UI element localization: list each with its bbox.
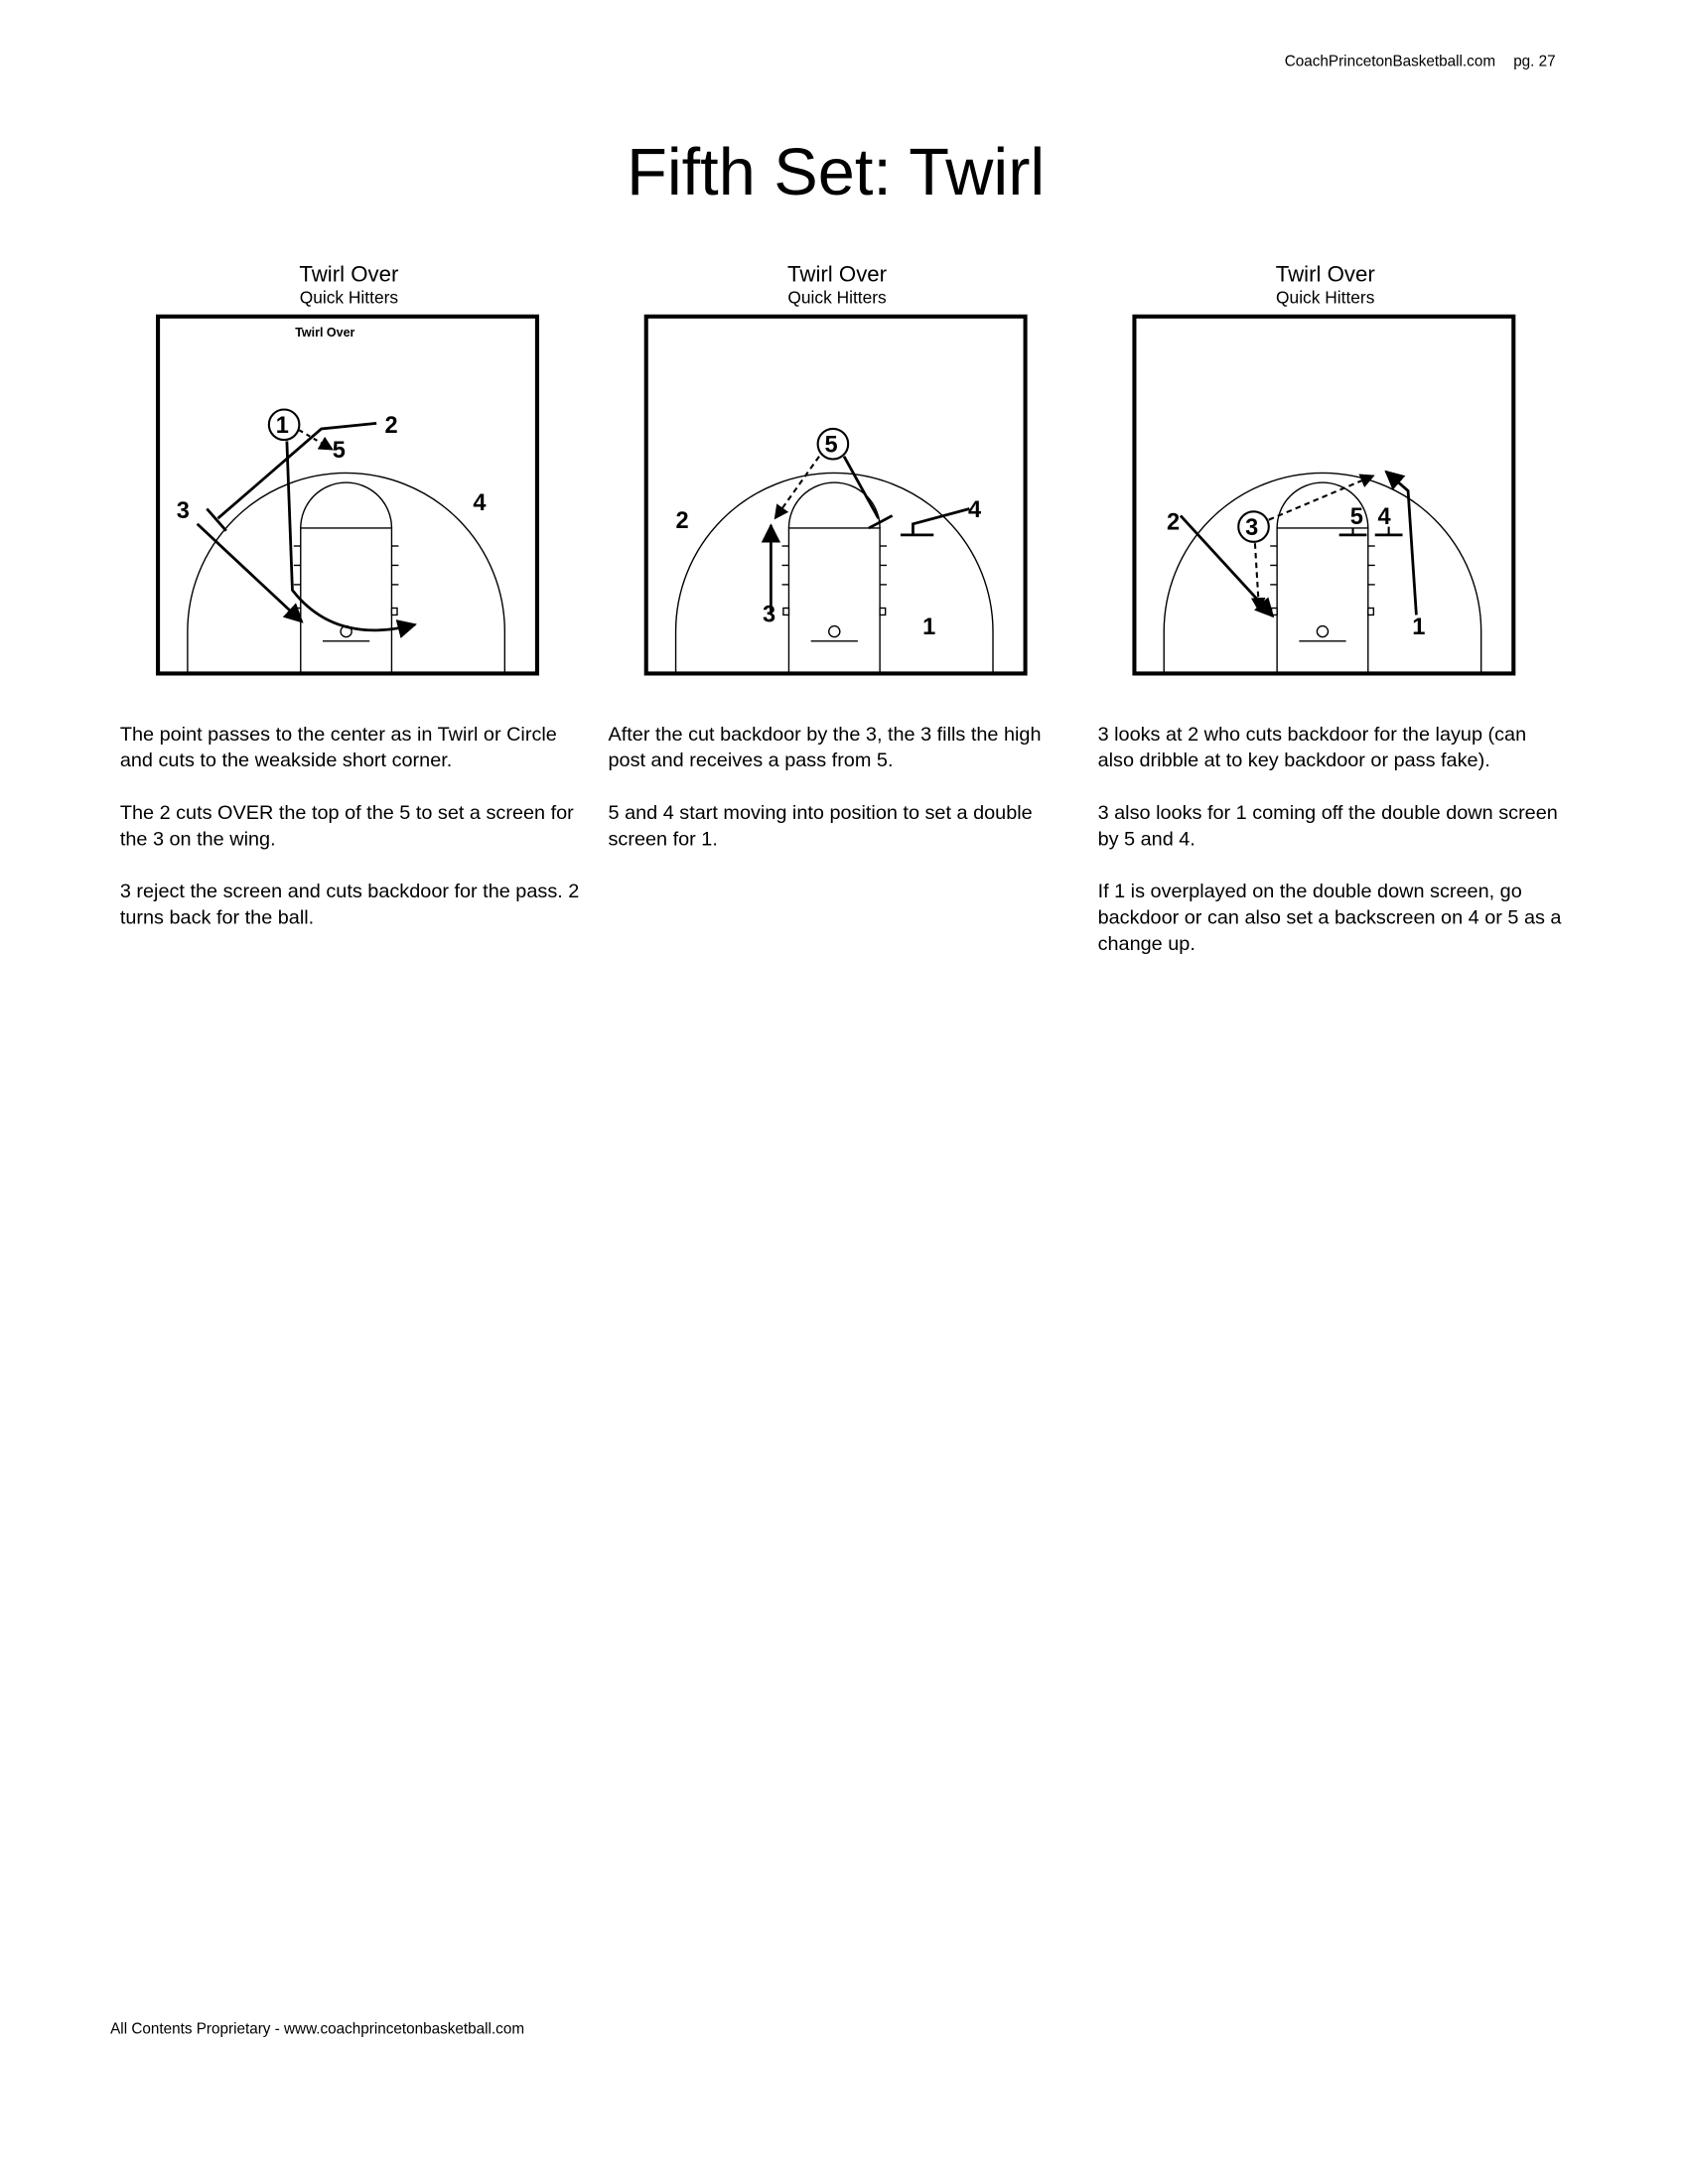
svg-text:3: 3: [1245, 514, 1259, 541]
play-diagram-2: [644, 262, 1031, 676]
court-diagram: [156, 315, 539, 676]
diagram-inner-label: Twirl Over: [295, 325, 355, 340]
description-paragraph: If 1 is overplayed on the double down screen, go backdoor or can also set a backscreen on 4 or 5 as a change up.: [1097, 881, 1562, 956]
svg-text:2: 2: [384, 413, 398, 440]
description-paragraph: The 2 cuts OVER the top of the 5 to set a screen for the 3 on the wing.: [119, 802, 574, 851]
description-paragraph: The point passes to the center as in Twirl or Circle and cuts to the weakside short corner.: [119, 724, 557, 772]
diagram-title: Twirl Over: [787, 263, 888, 287]
description-column-1: [120, 723, 589, 959]
diagram-subtitle: Quick Hitters: [1276, 288, 1375, 308]
description-column-3: [1098, 723, 1567, 985]
svg-text:5: 5: [1349, 503, 1363, 530]
diagram-title: Twirl Over: [299, 263, 399, 287]
svg-text:5: 5: [824, 432, 838, 459]
page-number: pg. 27: [1513, 54, 1556, 70]
page-title: Fifth Set: Twirl: [627, 136, 1046, 210]
svg-text:4: 4: [473, 489, 487, 516]
description-paragraph: After the cut backdoor by the 3, the 3 fills the high post and receives a pass from 5.: [608, 724, 1042, 772]
svg-text:1: 1: [275, 413, 289, 440]
svg-text:1: 1: [1412, 614, 1426, 640]
court-diagram: [1132, 315, 1515, 676]
svg-text:3: 3: [176, 498, 190, 525]
play-diagram-3: [1132, 262, 1518, 676]
page-footer: All Contents Proprietary - www.coachprincetonbasketball.com: [110, 2021, 525, 2038]
description-paragraph: 3 looks at 2 who cuts backdoor for the layup (can also dribble at to key backdoor or pass fake).: [1097, 724, 1527, 772]
description-paragraph: 3 reject the screen and cuts backdoor for the pass. 2 turns back for the ball.: [119, 881, 580, 930]
play-diagram-1: [156, 262, 542, 676]
svg-text:5: 5: [332, 438, 346, 465]
court-diagram: [644, 315, 1028, 676]
svg-text:2: 2: [675, 507, 689, 534]
description-paragraph: 5 and 4 start moving into position to set a double screen for 1.: [608, 802, 1033, 851]
diagram-title: Twirl Over: [1275, 263, 1375, 287]
diagram-subtitle: Quick Hitters: [787, 288, 887, 308]
svg-text:1: 1: [922, 614, 936, 640]
description-paragraph: 3 also looks for 1 coming off the double down screen by 5 and 4.: [1097, 802, 1558, 851]
running-header: [1285, 54, 1556, 70]
svg-text:3: 3: [763, 602, 776, 628]
svg-text:2: 2: [1167, 509, 1181, 536]
description-column-2: [609, 723, 1077, 880]
diagram-subtitle: Quick Hitters: [299, 288, 399, 308]
svg-text:4: 4: [968, 496, 982, 523]
site-name: CoachPrincetonBasketball.com: [1284, 54, 1496, 70]
svg-text:4: 4: [1377, 503, 1391, 530]
